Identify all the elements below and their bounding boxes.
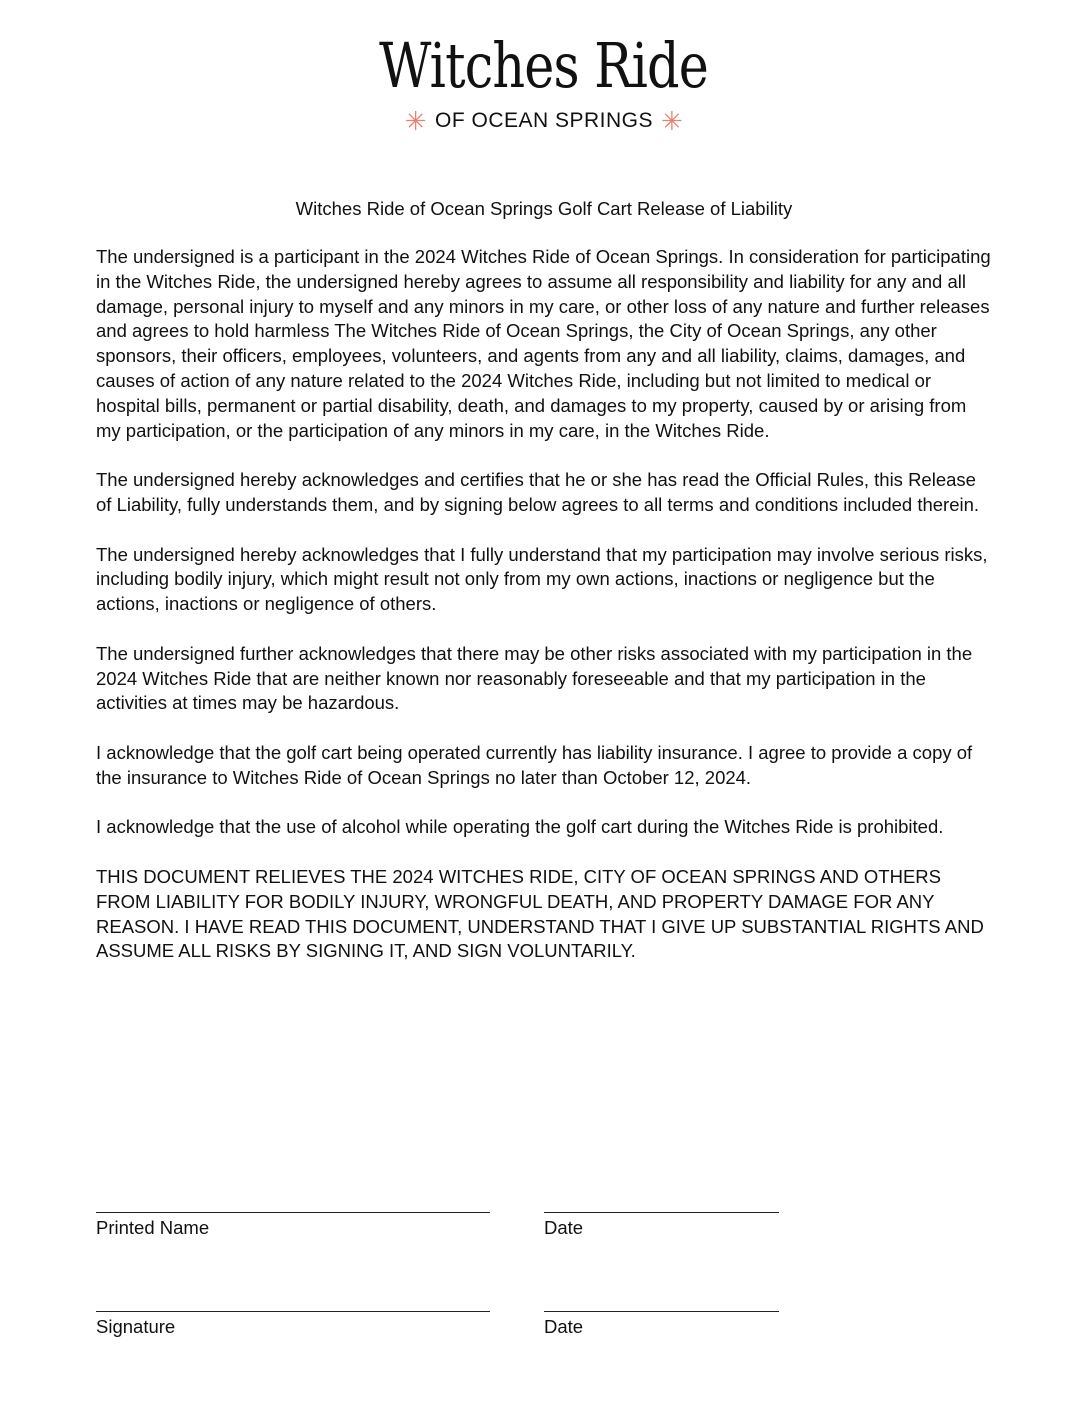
date-label-1: Date: [544, 1217, 584, 1238]
paragraph-other-risks: The undersigned further acknowledges that there may be other risks associated with my participation in the 2024 Witches Ride that are neither known nor reasonably foreseeable and that my participation in the activities at times may be hazardous.: [96, 642, 973, 714]
witches-ride-logo: [0, 30, 1088, 134]
paragraph-disclaimer: THIS DOCUMENT RELIEVES THE 2024 WITCHES RIDE, CITY OF OCEAN SPRINGS AND OTHERS FROM LIABILITY FOR BODILY INJURY, WRONGFUL DEATH, AND PROPERTY DAMAGE FOR ANY REASON. I HAVE READ THIS DOCUMENT, UNDERSTAND THAT I GIVE UP SUBSTANTIAL RIGHTS AND ASSUME ALL RISKS BY SIGNING IT, AND SIGN VOLUNTARILY.: [96, 865, 984, 962]
logo-subtitle-row: [0, 108, 1088, 134]
printed-name-line[interactable]: [96, 1212, 490, 1213]
signature-field[interactable]: [96, 1289, 490, 1339]
paragraph-risks: The undersigned hereby acknowledges that I fully understand that my participation may involve serious risks, including bodily injury, which might result not only from my own actions, inactions or negligence but the actions, inactions or negligence of others.: [96, 543, 988, 615]
logo-subtitle: OF OCEAN SPRINGS: [434, 109, 654, 132]
signature-line[interactable]: [96, 1311, 490, 1312]
paragraph-acknowledge-rules: The undersigned hereby acknowledges and certifies that he or she has read the Official Rules, this Release of Liability, fully understands them, and by signing below agrees to all terms and conditions included therein.: [96, 469, 980, 515]
logo-title: Witches Ride: [379, 29, 709, 102]
paragraph-alcohol: I acknowledge that the use of alcohol while operating the golf cart during the Witches Ride is prohibited.: [96, 816, 944, 838]
paragraph-release: The undersigned is a participant in the 2024 Witches Ride of Ocean Springs. In consideration for participating in the Witches Ride, the undersigned hereby agrees to assume all responsibility and liability for any and all damage, personal injury to myself and any minors in my care, or other loss of any nature and further releases and agrees to hold harmless The Witches Ride of Ocean Springs, the City of Ocean Springs, any other sponsors, their officers, employees, volunteers, and agents from any and all liability, claims, damages, and causes of action of any nature related to the 2024 Witches Ride, including but not limited to medical or hospital bills, permanent or partial disability, death, and damages to my property, caused by or arising from my participation, or the participation of any minors in my care, in the Witches Ride.: [96, 246, 991, 441]
document-body: [96, 245, 996, 989]
signature-label: Signature: [96, 1316, 176, 1337]
document-title: Witches Ride of Ocean Springs Golf Cart Release of Liability: [295, 198, 793, 219]
star-icon: ✳: [404, 106, 427, 136]
date-field-1[interactable]: [544, 1190, 779, 1240]
paragraph-insurance: I acknowledge that the golf cart being operated currently has liability insurance. I agree to provide a copy of the insurance to Witches Ride of Ocean Springs no later than October 12, 2024.: [96, 741, 973, 788]
date-line-1[interactable]: [544, 1212, 779, 1213]
printed-name-field[interactable]: [96, 1190, 490, 1240]
date-label-2: Date: [544, 1316, 584, 1337]
star-icon: ✳: [661, 106, 684, 136]
printed-name-label: Printed Name: [96, 1217, 210, 1238]
date-line-2[interactable]: [544, 1311, 779, 1312]
date-field-2[interactable]: [544, 1289, 779, 1339]
